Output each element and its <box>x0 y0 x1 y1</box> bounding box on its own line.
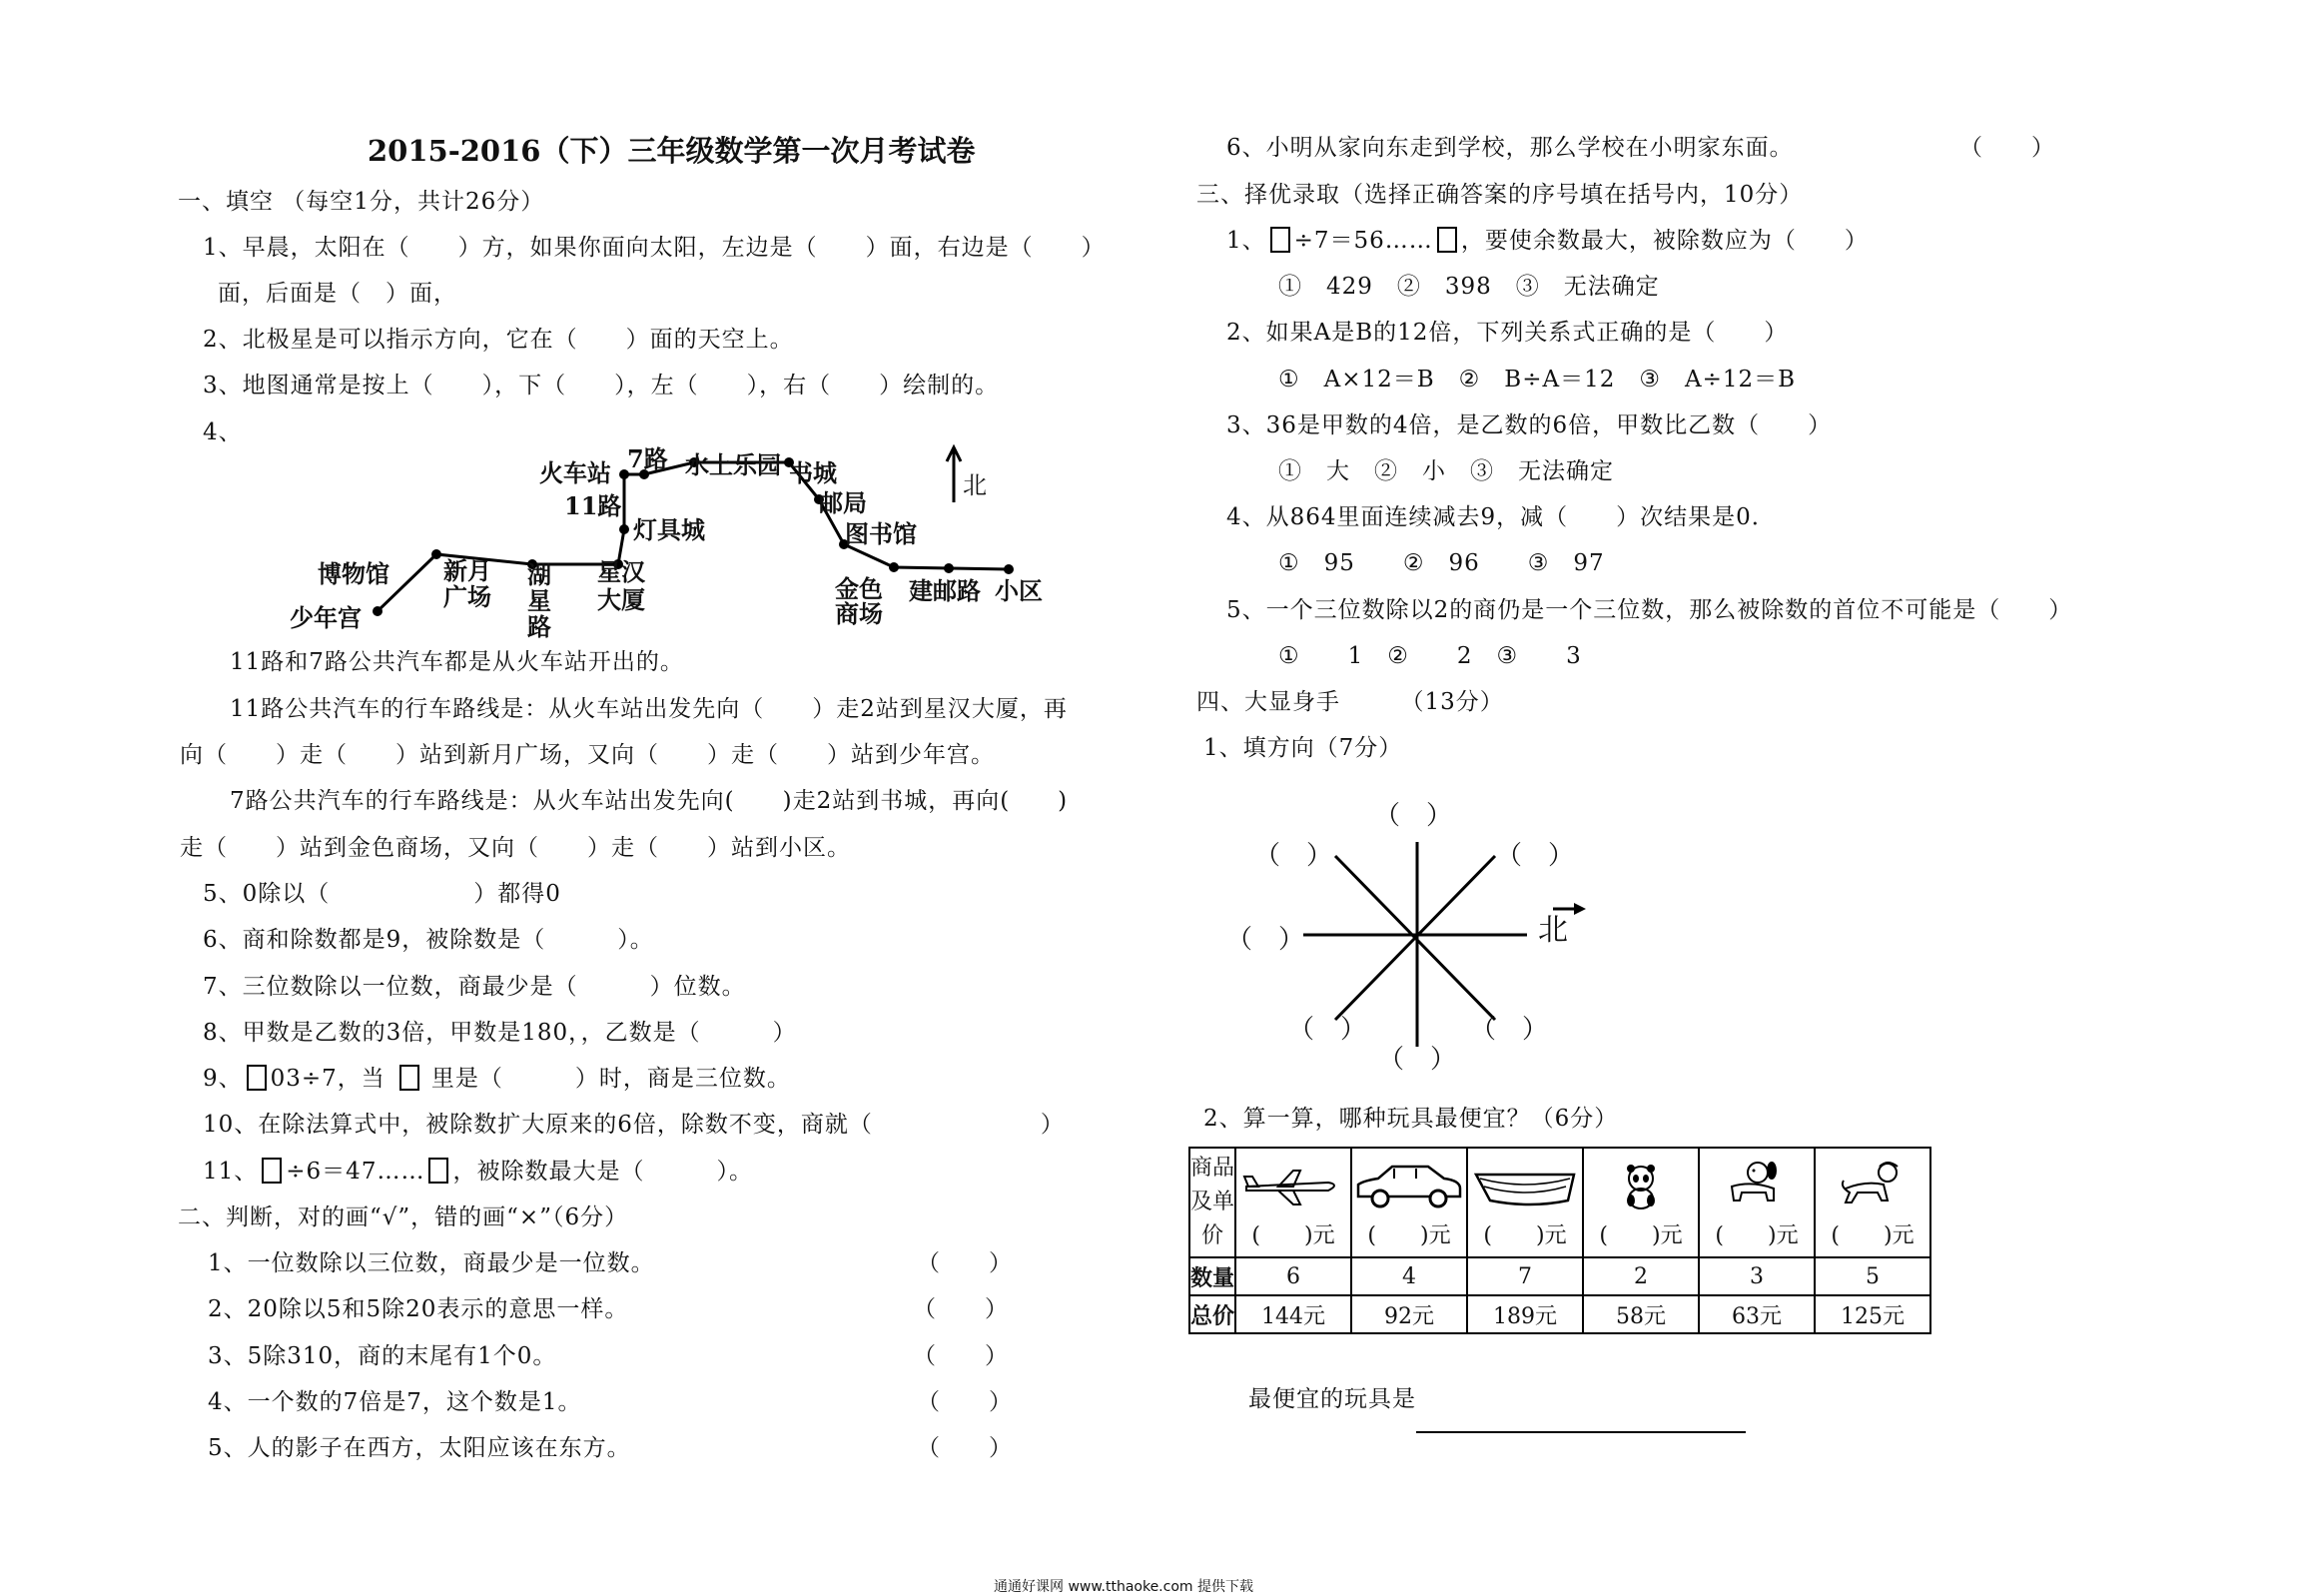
compass-paren-nw: （ ） <box>1254 841 1333 871</box>
page-title: 2015-2016（下）三年级数学第一次月考试卷 <box>368 134 976 168</box>
total-cell: 92元 <box>1351 1295 1467 1333</box>
qty-cell: 2 <box>1583 1257 1699 1295</box>
map-shucheng: 书城 <box>789 458 837 487</box>
judge-5: 5、人的影子在西方，太阳应该在东方。 <box>208 1435 631 1461</box>
map-xing: 星 <box>527 586 551 615</box>
judge-4: 4、一个数的7倍是7，这个数是1。 <box>208 1389 582 1415</box>
row-label-price: 商品及单价 <box>1189 1148 1235 1257</box>
choice-4: 4、从864里面连续减去9，减（ ）次结果是0． <box>1226 504 1776 530</box>
question-1a: 1、早晨，太阳在（ ）方，如果你面向太阳，左边是（ ）面，右边是（ ） <box>203 235 1106 261</box>
map-shangchang: 商场 <box>835 599 883 628</box>
q4-line-4: 7路公共汽车的行车路线是：从火车站出发先向( )走2站到书城，再向( ) <box>230 788 1069 814</box>
q4-line-5: 走（ ）站到金色商场，又向（ ）走（ ）站到小区。 <box>180 835 851 861</box>
section-1-header: 一、填空 （每空1分，共计26分） <box>178 189 545 215</box>
cheapest-answer-line[interactable] <box>1416 1405 1746 1433</box>
footer-credit: 通通好课网 www.tthaoke.com 提供下载 <box>994 1579 1253 1595</box>
panda-icon <box>1584 1157 1698 1218</box>
total-cell: 144元 <box>1235 1295 1351 1333</box>
map-north-label: 北 <box>963 471 987 499</box>
toy-cell-panda <box>1583 1148 1699 1257</box>
choice-4-options: ① 95 ② 96 ③ 97 <box>1278 550 1605 576</box>
airplane-icon <box>1236 1157 1350 1218</box>
map-xinyue: 新月 <box>443 556 491 585</box>
map-shuishang: 水上乐园 <box>685 450 781 479</box>
qty-cell: 4 <box>1351 1257 1467 1295</box>
map-route-7: 7路 <box>627 444 668 473</box>
map-huochezhan: 火车站 <box>539 458 611 487</box>
total-cell: 125元 <box>1815 1295 1930 1333</box>
map-hu: 湖 <box>527 560 551 589</box>
q4-line-3: 向（ ）走（ ）站到新月广场，又向（ ）走（ ）站到少年宫。 <box>180 742 995 768</box>
compass-north-label: 北 <box>1538 913 1568 948</box>
qty-cell: 5 <box>1815 1257 1930 1295</box>
total-cell: 63元 <box>1699 1295 1815 1333</box>
question-8: 8、甲数是乙数的3倍，甲数是180，，乙数是（ ） <box>203 1020 797 1046</box>
car-icon <box>1352 1157 1466 1218</box>
task-1: 1、填方向（7分） <box>1203 735 1403 761</box>
question-5: 5、0除以（ ）都得0 <box>203 881 561 907</box>
row-label-qty: 数量 <box>1189 1257 1235 1295</box>
map-lu: 路 <box>527 612 551 641</box>
question-1b: 面，后面是（ ）面， <box>218 281 457 307</box>
map-youju: 邮局 <box>819 488 867 517</box>
choice-3: 3、36是甲数的4倍，是乙数的6倍，甲数比乙数（ ） <box>1226 412 1833 438</box>
toy-cell-dog <box>1699 1148 1815 1257</box>
qty-cell: 6 <box>1235 1257 1351 1295</box>
judge-2: 2、20除以5和5除20表示的意思一样。 <box>208 1296 629 1322</box>
q4-line-2: 11路公共汽车的行车路线是：从火车站出发先向（ ）走2站到星汉大厦，再 <box>230 696 1068 722</box>
choice-2-options: ① A×12＝B ② B÷A＝12 ③ A÷12＝B <box>1278 367 1797 393</box>
choice-3-options: ① 大 ② 小 ③ 无法确定 <box>1278 458 1614 484</box>
judge-4-paren: （ ） <box>917 1389 1013 1415</box>
judge-3: 3、5除310，商的末尾有1个0。 <box>208 1343 557 1369</box>
section-3-header: 三、择优录取（选择正确答案的序号填在括号内，10分） <box>1196 182 1804 208</box>
q11-prefix: 11、 <box>203 1159 259 1185</box>
compass-paren-s: （ ） <box>1378 1045 1457 1075</box>
cheapest-toy-label: 最便宜的玩具是 <box>1248 1386 1416 1412</box>
map-xinghan: 星汉 <box>597 557 645 586</box>
airplane-price: ( )元 <box>1251 1222 1335 1248</box>
lion-price: ( )元 <box>1831 1222 1915 1248</box>
map-shaoniangong: 少年宫 <box>290 603 362 632</box>
map-tushuguan: 图书馆 <box>845 519 917 548</box>
q9-middle: 03÷7，当 <box>270 1066 385 1092</box>
q9-suffix: 里是（ ）时，商是三位数。 <box>430 1066 791 1092</box>
toy-price-table <box>1188 1147 1931 1334</box>
question-6: 6、商和除数都是9，被除数是（ ）。 <box>203 927 654 953</box>
toy-cell-lion <box>1815 1148 1930 1257</box>
q9-prefix: 9、 <box>203 1066 243 1092</box>
q4-line-1: 11路和7路公共汽车都是从火车站开出的。 <box>230 649 684 675</box>
lion-icon <box>1816 1157 1929 1218</box>
map-jinse: 金色 <box>835 574 883 603</box>
qty-cell: 7 <box>1467 1257 1583 1295</box>
panda-price: ( )元 <box>1599 1222 1683 1248</box>
total-cell: 58元 <box>1583 1295 1699 1333</box>
question-3: 3、地图通常是按上（ ），下（ ），左（ ），右（ ）绘制的。 <box>203 373 1000 399</box>
table-row <box>1189 1148 1930 1257</box>
judge-1: 1、一位数除以三位数，商最少是一位数。 <box>208 1250 655 1276</box>
judge-3-paren: （ ） <box>913 1343 1009 1369</box>
dog-price: ( )元 <box>1715 1222 1799 1248</box>
judge-6-paren: （ ） <box>1959 135 2055 161</box>
c1-prefix: 1、 <box>1226 228 1266 254</box>
map-dasha: 大厦 <box>597 585 645 614</box>
q11-middle: ÷6＝47…… <box>286 1159 425 1185</box>
car-price: ( )元 <box>1367 1222 1451 1248</box>
c1-suffix: ，要使余数最大，被除数应为（ ） <box>1460 228 1869 254</box>
judge-5-paren: （ ） <box>917 1435 1013 1461</box>
map-bowuguan: 博物馆 <box>318 559 389 588</box>
judge-1-paren: （ ） <box>917 1250 1013 1276</box>
choice-5-options: ① 1 ② 2 ③ 3 <box>1278 643 1582 669</box>
dog-icon <box>1700 1157 1814 1218</box>
compass-paren-ne: （ ） <box>1496 841 1575 871</box>
map-xiaoqu: 小区 <box>995 576 1043 605</box>
compass-paren-w: （ ） <box>1226 925 1305 955</box>
map-route-11: 11路 <box>564 491 622 520</box>
row-label-total: 总价 <box>1189 1295 1235 1333</box>
compass-paren-sw: （ ） <box>1288 1015 1367 1045</box>
compass-paren-se: （ ） <box>1470 1015 1549 1045</box>
question-2: 2、北极星是可以指示方向，它在（ ）面的天空上。 <box>203 327 794 353</box>
choice-1-options: ① 429 ② 398 ③ 无法确定 <box>1278 274 1660 300</box>
judge-6: 6、小明从家向东走到学校，那么学校在小明家东面。 <box>1226 135 1794 161</box>
toy-cell-boat <box>1467 1148 1583 1257</box>
map-dengju: 灯具城 <box>633 515 705 544</box>
qty-cell: 3 <box>1699 1257 1815 1295</box>
question-10: 10、在除法算式中，被除数扩大原来的6倍，除数不变，商就（ ） <box>203 1112 1065 1138</box>
total-cell: 189元 <box>1467 1295 1583 1333</box>
map-jianyoulu: 建邮路 <box>909 576 981 605</box>
task-2: 2、算一算，哪种玩具最便宜？（6分） <box>1203 1106 1619 1132</box>
c1-middle: ÷7＝56…… <box>1293 228 1433 254</box>
map-guangchang: 广场 <box>443 582 491 611</box>
judge-2-paren: （ ） <box>913 1296 1009 1322</box>
q11-suffix: ，被除数最大是（ ）。 <box>452 1159 753 1185</box>
question-7: 7、三位数除以一位数，商最少是（ ）位数。 <box>203 974 746 1000</box>
question-4-number: 4、 <box>203 419 243 445</box>
boat-price: ( )元 <box>1483 1222 1567 1248</box>
boat-icon <box>1468 1157 1582 1218</box>
section-4-header: 四、大显身手 （13分） <box>1196 689 1504 715</box>
choice-5: 5、一个三位数除以2的商仍是一个三位数，那么被除数的首位不可能是（ ） <box>1226 597 2073 623</box>
table-row <box>1189 1257 1930 1295</box>
table-row <box>1189 1295 1930 1333</box>
choice-2: 2、如果A是B的12倍，下列关系式正确的是（ ） <box>1226 320 1789 346</box>
toy-cell-airplane <box>1235 1148 1351 1257</box>
toy-cell-car <box>1351 1148 1467 1257</box>
section-2-header: 二、判断，对的画“√”，错的画“×”（6分） <box>178 1204 629 1230</box>
compass-paren-n: （ ） <box>1374 801 1453 831</box>
